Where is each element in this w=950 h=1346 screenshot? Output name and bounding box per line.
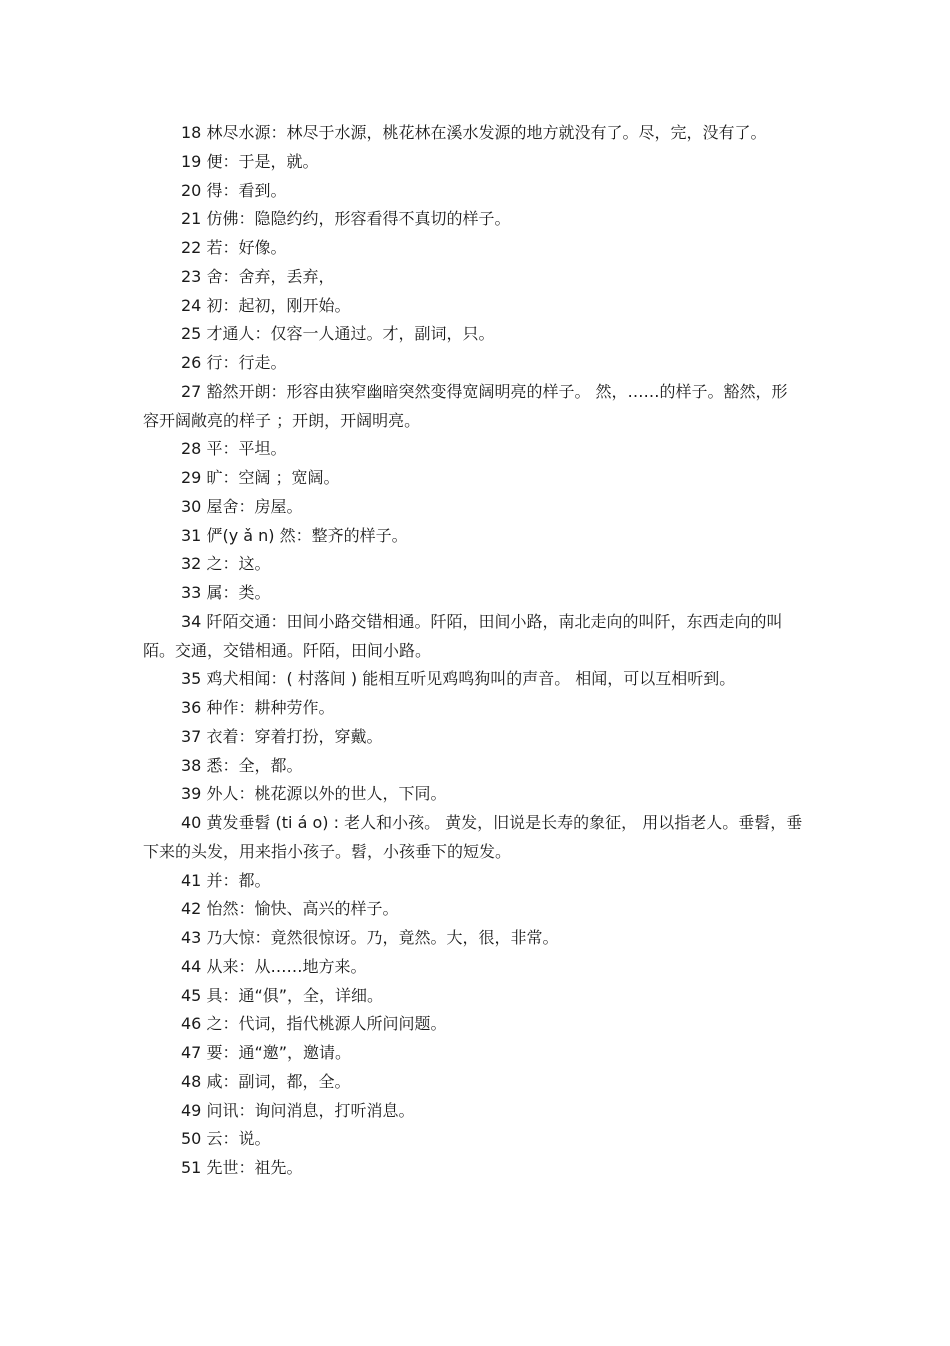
annotation-item: 42 怡然：愉快、高兴的样子。 [181, 899, 399, 919]
annotation-item: 28 平：平坦。 [181, 439, 287, 459]
annotation-item: 39 外人：桃花源以外的世人，下同。 [181, 784, 447, 804]
annotation-item: 37 衣着：穿着打扮，穿戴。 [181, 726, 383, 746]
annotation-item: 45 具：通“俱”，全，详细。 [181, 985, 384, 1005]
annotation-item: 51 先世：祖先。 [181, 1158, 303, 1177]
annotation-item: 23 舍：舍弃，丢弃， [181, 266, 335, 286]
annotation-item: 46 之：代词，指代桃源人所问问题。 [181, 1014, 447, 1034]
annotation-item: 32 之：这。 [181, 554, 271, 574]
annotation-item: 26 行：行走。 [181, 353, 287, 372]
annotation-item: 41 并：都。 [181, 870, 271, 890]
annotation-item: 50 云：说。 [181, 1129, 271, 1149]
annotation-item: 43 乃大惊：竟然很惊讶。乃，竟然。大，很，非常。 [181, 928, 559, 947]
annotation-item: 25 才通人：仅容一人通过。才，副词，只。 [181, 324, 495, 344]
annotation-item: 22 若：好像。 [181, 238, 287, 257]
annotation-item: 34 阡陌交通：田间小路交错相通。阡陌，田间小路，南北走向的叫阡，东西走向的叫陌。交通，交错相通。阡陌，田间小路。 [143, 611, 783, 660]
annotation-list [143, 119, 803, 1183]
annotation-item: 48 咸：副词，都，全。 [181, 1071, 351, 1091]
annotation-item: 18 林尽水源：林尽于水源，桃花林在溪水发源的地方就没有了。尽，完，没有了。 [181, 123, 767, 142]
annotation-item: 24 初：起初，刚开始。 [181, 295, 351, 315]
annotation-item: 49 问讯：询问消息，打听消息。 [181, 1100, 415, 1120]
annotation-item: 40 黄发垂髫 (ti á o) : 老人和小孩。 黄发，旧说是长寿的象征， 用以指老人。垂髫，垂下来的头发，用来指小孩子。髫，小孩垂下的短发。 [143, 813, 803, 861]
annotation-item: 47 要：通“邀”，邀请。 [181, 1043, 352, 1062]
annotation-item: 29 旷：空阔 ；宽阔。 [181, 468, 340, 487]
annotation-item: 33 属：类。 [181, 583, 271, 602]
annotation-item: 36 种作：耕种劳作。 [181, 698, 335, 717]
annotation-item: 35 鸡犬相闻：( 村落间 ) 能相互听见鸡鸣狗叫的声音。 相闻，可以互相听到。 [181, 669, 736, 689]
annotation-item: 30 屋舍：房屋。 [181, 496, 303, 516]
annotation-item: 44 从来：从……地方来。 [181, 956, 367, 976]
annotation-item: 21 仿佛：隐隐约约，形容看得不真切的样子。 [181, 209, 511, 229]
annotation-item: 38 悉：全，都。 [181, 755, 303, 775]
annotation-item: 20 得：看到。 [181, 180, 287, 200]
annotation-item: 27 豁然开朗：形容由狭窄幽暗突然变得宽阔明亮的样子。 然，……的样子。豁然，形容开阔敞亮的样子 ；开朗，开阔明亮。 [143, 381, 788, 430]
annotation-item: 31 俨(y ǎ n) 然：整齐的样子。 [181, 525, 408, 545]
annotation-item: 19 便：于是，就。 [181, 151, 319, 171]
